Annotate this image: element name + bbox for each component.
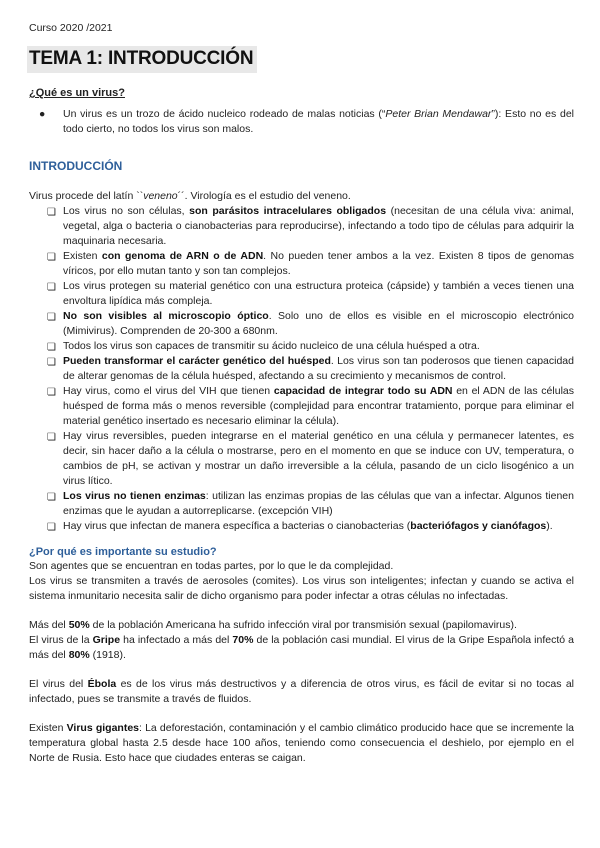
bullet-item: ● Un virus es un trozo de ácido nucleico rodeado de malas noticias (“Peter Brian Mendawar”): Esto no es del todo cierto, no todos los virus son malos. (39, 108, 574, 135)
section-heading-importance: ¿Por qué es importante su estudio? (29, 546, 217, 558)
list-item: ❏ Los virus no son células, son parásitos intracelulares obligados (necesitan de una célula viva: animal, vegetal, alga o bacteria o cianobacterias para reproducirse), infectando a todo tipo de células para adquirir la maquinaria necesaria. (47, 205, 574, 247)
importance-paragraph-2: Los virus se transmiten a través de aerosoles (comites). Los virus son inteligentes; infectan y cuando se activa el sistema inmunitario necesita salir de dicho organismo para poder infectar a otras células no infectadas. (29, 575, 574, 602)
checkbox-square-icon: ❏ (47, 357, 56, 368)
importance-paragraph-5: Existen Virus gigantes: La deforestación, contaminación y el cambio climático producido hace que se incremente la temperatura global hasta 2.5 desde hace 100 años, teniendo como consecuencia el deshielo, por ejemplo en el Norte de Rusia. Esto hace que ciudades enteras se caigan. (29, 722, 574, 764)
checkbox-square-icon: ❏ (47, 342, 56, 353)
checkbox-square-icon: ❏ (47, 252, 56, 263)
checkbox-square-icon: ❏ (47, 312, 56, 323)
list-item: ❏ Hay virus que infectan de manera específica a bacterias o cianobacterias (bacteriófagos y cianófagos). (47, 520, 553, 533)
checkbox-square-icon: ❏ (47, 282, 56, 293)
section-heading-intro: INTRODUCCIÓN (29, 159, 123, 173)
list-item: ❏ Los virus no tienen enzimas: utilizan las enzimas propias de las células que van a infectar. Algunos tienen enzimas que le ayudan a autorreplicarse. (excepción VIH) (47, 490, 574, 517)
checkbox-square-icon: ❏ (47, 492, 56, 503)
importance-paragraph-4: El virus del Ébola es de los virus más destructivos y a diferencia de otros virus, es fácil de evitar si no tocas al infectado, pues se transmite a través de fluidos. (29, 678, 574, 705)
question-heading: ¿Qué es un virus? (29, 87, 125, 99)
list-item: ❏ Los virus protegen su material genético con una estructura proteica (cápside) y también a veces tienen una envoltura lipídica más compleja. (47, 280, 574, 307)
intro-paragraph: Virus procede del latín ``veneno´´. Virología es el estudio del veneno. (29, 190, 351, 202)
checkbox-square-icon: ❏ (47, 387, 56, 398)
title-highlight (27, 46, 257, 73)
bullet-dot-icon: ● (39, 108, 46, 120)
checkbox-square-icon: ❏ (47, 522, 56, 533)
list-item: ❏ Existen con genoma de ARN o de ADN. No pueden tener ambos a la vez. Existen 8 tipos de genomas víricos, por ello mutan tanto y son tan complejos. (47, 250, 574, 277)
list-item: ❏ Todos los virus son capaces de transmitir su ácido nucleico de una célula huésped a otra. (47, 340, 480, 353)
page-title: TEMA 1: INTRODUCCIÓN (29, 48, 254, 69)
checkbox-square-icon: ❏ (47, 207, 56, 218)
list-item: ❏ No son visibles al microscopio óptico. Solo uno de ellos es visible en el microscopio electrónico (Mimivirus). Comprenden de 20-300 a 680nm. (47, 310, 574, 337)
list-item: ❏ Pueden transformar el carácter genético del huésped. Los virus son tan poderosos que tienen capacidad de alterar genomas de la célula huésped, afectando a su crecimiento y mecanismos de control. (47, 355, 574, 382)
document-page (29, 22, 574, 766)
checkbox-square-icon: ❏ (47, 432, 56, 443)
checkbox-list (29, 204, 574, 534)
importance-paragraph-1: Son agentes que se encuentran en todas partes, por lo que le da complejidad. (29, 560, 394, 572)
list-item: ❏ Hay virus, como el virus del VIH que tienen capacidad de integrar todo su ADN en el ADN de las células huésped de forma más o menos reversible (complejidad para encontrar tratamiento, porque para eliminar el material genético insertado es necesario eliminar la célula). (47, 385, 574, 427)
list-item: ❏ Hay virus reversibles, pueden integrarse en el material genético en una célula y permanecer latentes, es decir, sin hacer daño a la célula o mostrarse, pero en el momento en que se induce con UV, temperatura, o cambios de pH, se activan y mostrar un daño irreversible a la célula, pasando de un ciclo lisogénico a un virus lítico. (47, 430, 574, 487)
course-label: Curso 2020 /2021 (29, 22, 113, 34)
importance-paragraph-3: Más del 50% de la población Americana ha sufrido infección viral por transmisión sexual (papilomavirus). El virus de la Gripe ha infectado a más del 70% de la población casi mundial. El virus de la Gripe Española infectó a más del 80% (1918). (29, 619, 574, 661)
